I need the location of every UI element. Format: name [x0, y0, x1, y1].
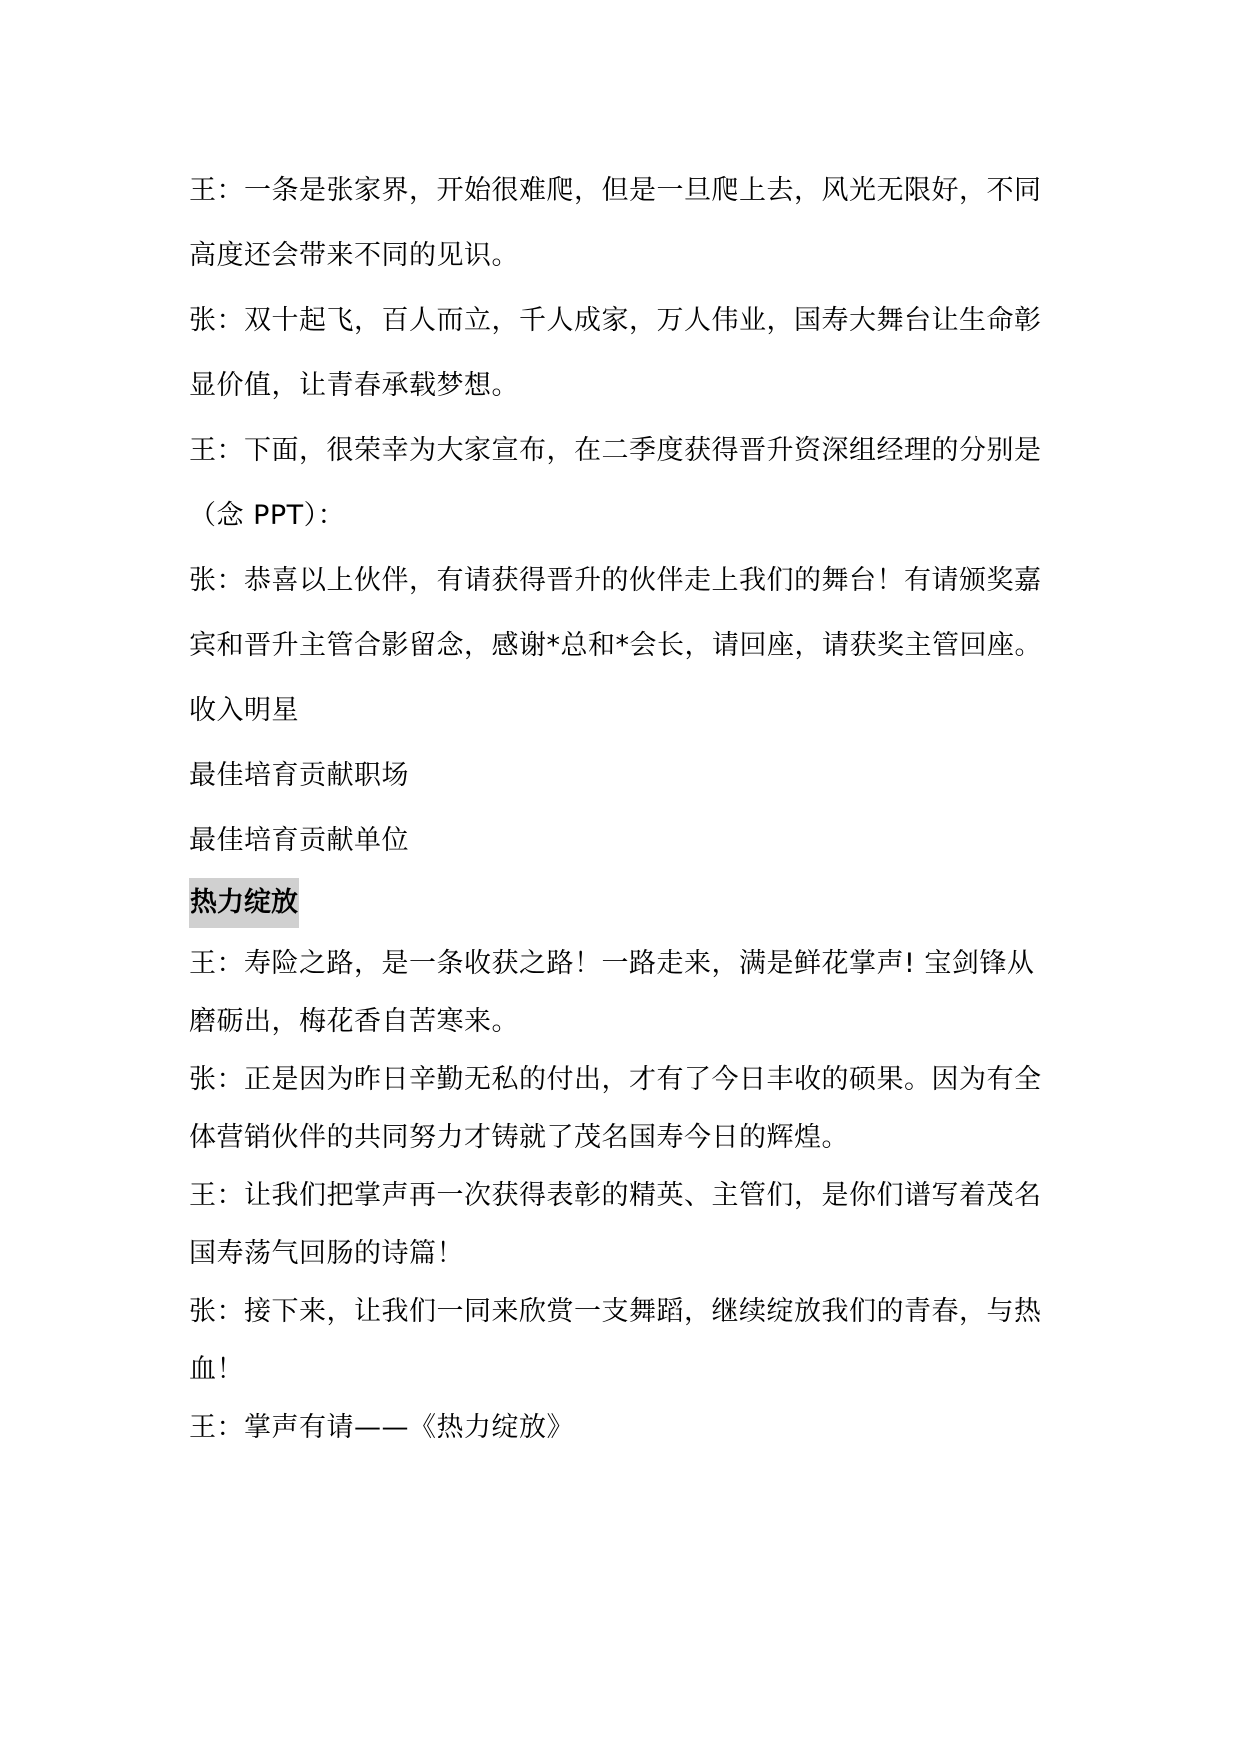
- award-item: 收入明星: [189, 695, 299, 726]
- award-item: 最佳培育贡献单位: [189, 825, 409, 856]
- paragraph: 王：寿险之路，是一条收获之路！一路走来，满是鲜花掌声! 宝剑锋从磨砺出，梅花香自苦寒来。: [189, 948, 1035, 1037]
- paragraph: 王：一条是张家界，开始很难爬，但是一旦爬上去，风光无限好，不同高度还会带来不同的见识。: [189, 175, 1042, 271]
- paragraph: 王：让我们把掌声再一次获得表彰的精英、主管们，是你们谱写着茂名国寿荡气回肠的诗篇！: [189, 1180, 1042, 1269]
- paragraph: 张：正是因为昨日辛勤无私的付出，才有了今日丰收的硕果。因为有全体营销伙伴的共同努力才铸就了茂名国寿今日的辉煌。: [189, 1064, 1042, 1153]
- award-item: 最佳培育贡献职场: [189, 760, 409, 791]
- paragraph: 张：恭喜以上伙伴，有请获得晋升的伙伴走上我们的舞台！有请颁奖嘉宾和晋升主管合影留念，感谢*总和*会长，请回座，请获奖主管回座。: [189, 565, 1042, 661]
- paragraph: 王：下面，很荣幸为大家宣布，在二季度获得晋升资深组经理的分别是（念 PPT）：: [189, 435, 1042, 531]
- section-heading: 热力绽放: [189, 878, 299, 928]
- section-performance: [189, 935, 1061, 1457]
- document-body: [189, 158, 1061, 1457]
- paragraph: 王：掌声有请——《热力绽放》: [189, 1412, 574, 1443]
- section-awards: [189, 158, 1061, 873]
- section-heading-wrap: [189, 873, 1061, 933]
- paragraph: 张：接下来，让我们一同来欣赏一支舞蹈，继续绽放我们的青春，与热血！: [189, 1296, 1042, 1385]
- paragraph: 张：双十起飞，百人而立，千人成家，万人伟业，国寿大舞台让生命彰显价值，让青春承载梦想。: [189, 305, 1042, 401]
